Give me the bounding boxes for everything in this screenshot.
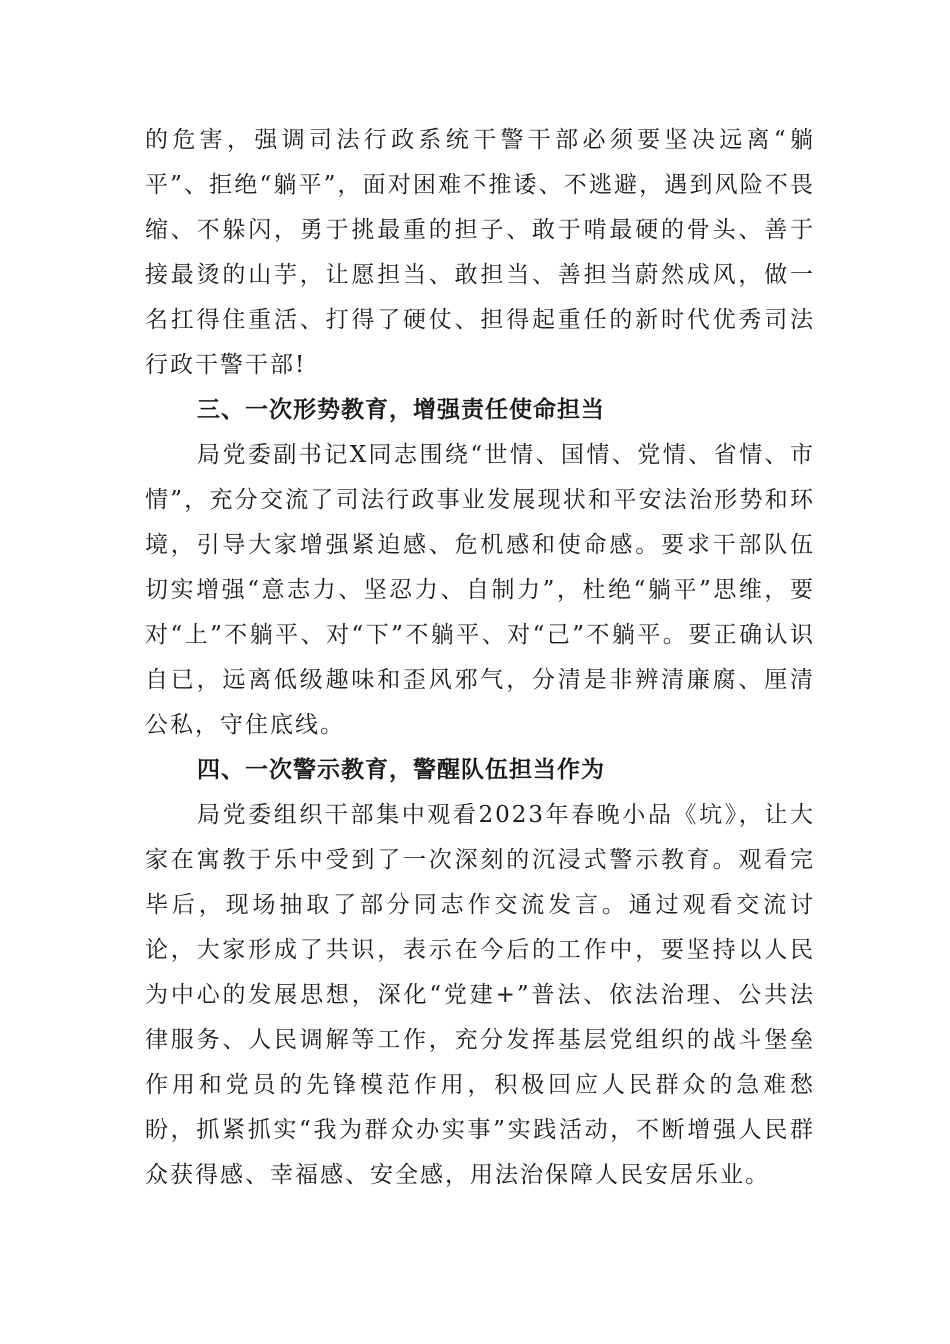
paragraph-situation-education: 局党委副书记X同志围绕“世情、国情、党情、省情、市情”，充分交流了司法行政事业发展现状和平安法治形势和环境，引导大家增强紧迫感、危机感和使命感。要求干部队伍切实增强“意志力、坚忍力、自制力”，杜绝“躺平”思维，要对“上”不躺平、对“下”不躺平、对“己”不躺平。要正确认识自已，远离低级趣味和歪风邪气，分清是非辨清廉腐、厘清公私，守住底线。 <box>145 442 815 738</box>
paragraph-continuation: 的危害，强调司法行政系统干警干部必须要坚决远离“躺平”、拒绝“躺平”，面对困难不推诿、不逃避，遇到风险不畏缩、不躲闪，勇于挑最重的担子、敢于啃最硬的骨头、善于接最烫的山芋，让愿担当、敢担当、善担当蔚然成风，做一名扛得住重活、打得了硬仗、担得起重任的新时代优秀司法行政干警干部! <box>145 127 815 378</box>
section-heading-three: 三、一次形势教育，增强责任使命担当 <box>197 397 605 423</box>
paragraph-warning-education: 局党委组织干部集中观看2023年春晚小品《坑》，让大家在寓教于乐中受到了一次深刻的沉浸式警示教育。观看完毕后，现场抽取了部分同志作交流发言。通过观看交流讨论，大家形成了共识，表示在今后的工作中，要坚持以人民为中心的发展思想，深化“党建+”普法、依法治理、公共法律服务、人民调解等工作，充分发挥基层党组织的战斗堡垒作用和党员的先锋模范作用，积极回应人民群众的急难愁盼，抓紧抓实“我为群众办实事”实践活动，不断增强人民群众获得感、幸福感、安全感，用法治保障人民安居乐业。 <box>145 802 815 1188</box>
document-body <box>145 118 815 1198</box>
section-heading-four: 四、一次警示教育，警醒队伍担当作为 <box>197 757 605 783</box>
